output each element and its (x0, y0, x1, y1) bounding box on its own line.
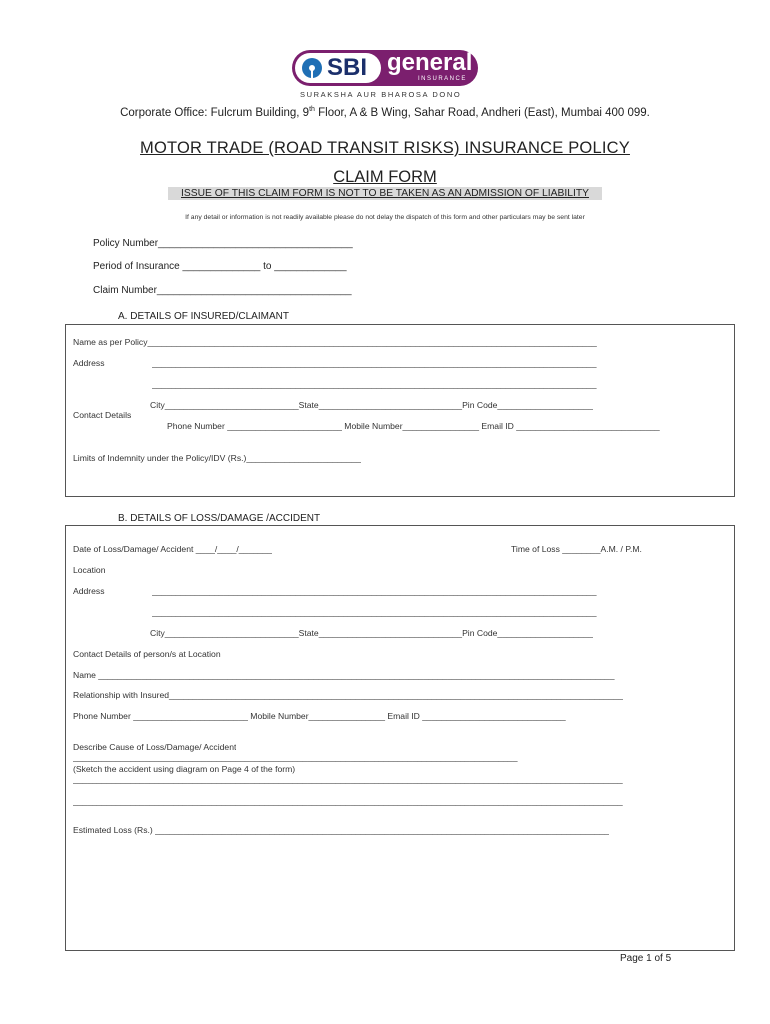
contact-persons-label: Contact Details of person/s at Location (73, 649, 221, 659)
policy-number-field[interactable]: Policy Number___________________________________ (93, 238, 353, 249)
loss-city-state-pin-field[interactable]: City____________________________State______________________________Pin Code____________________ (150, 628, 594, 638)
sbi-general-logo (290, 48, 480, 88)
contact-name-field[interactable]: Name ____________________________________________________________________________________________________________ (73, 670, 615, 680)
claim-number-field[interactable]: Claim Number___________________________________ (93, 285, 352, 296)
liability-disclaimer: ISSUE OF THIS CLAIM FORM IS NOT TO BE TAKEN AS AN ADMISSION OF LIABILITY (168, 187, 602, 200)
logo-sbi-text: SBI (327, 54, 368, 81)
city-state-pin-field[interactable]: City____________________________State______________________________Pin Code____________________ (150, 400, 594, 410)
dispatch-note: If any detail or information is not readily available please do not delay the dispatch of this form and other particulars may be sent later (185, 214, 585, 221)
time-of-loss-field[interactable]: Time of Loss ________A.M. / P.M. (511, 544, 642, 554)
section-a-heading: A. DETAILS OF INSURED/CLAIMANT (118, 311, 289, 322)
period-of-insurance-field[interactable]: Period of Insurance ______________ to _____________ (93, 261, 347, 272)
relationship-field[interactable]: Relationship with Insured_______________________________________________________________________________________________ (73, 690, 624, 700)
location-label: Location (73, 565, 106, 575)
address-line-1[interactable]: _____________________________________________________________________________________________ (152, 358, 597, 368)
cause-of-loss-line[interactable]: _____________________________________________________________________________________________ (73, 752, 518, 762)
logo-general-text: general (387, 49, 473, 76)
section-b-box (65, 525, 735, 951)
loss-address-line-1[interactable]: _____________________________________________________________________________________________ (152, 586, 597, 596)
phone-mobile-email-field[interactable]: Phone Number ________________________ Mobile Number________________ Email ID ______________________________ (167, 421, 660, 431)
section-b-heading: B. DETAILS OF LOSS/DAMAGE /ACCIDENT (118, 513, 321, 524)
date-of-loss-field[interactable]: Date of Loss/Damage/ Accident ____/____/_______ (73, 544, 273, 554)
form-subtitle: CLAIM FORM (333, 168, 437, 186)
corporate-office: Corporate Office: Fulcrum Building, 9th Floor, A & B Wing, Sahar Road, Andheri (East), Mumbai 400 099. (120, 106, 650, 119)
cause-blank-line-2[interactable]: ___________________________________________________________________________________________________________________ (73, 796, 623, 806)
logo-insurance-text: INSURANCE (418, 76, 467, 82)
contact-details-label: Contact Details (73, 410, 132, 420)
cause-of-loss-label: Describe Cause of Loss/Damage/ Accident (73, 742, 237, 752)
page-number: Page 1 of 5 (620, 953, 672, 964)
sketch-note: (Sketch the accident using diagram on Page 4 of the form) (73, 764, 296, 774)
limits-of-indemnity-field[interactable]: Limits of Indemnity under the Policy/IDV (Rs.)________________________ (73, 453, 362, 463)
loss-address-line-2[interactable]: _____________________________________________________________________________________________ (152, 607, 597, 617)
address-label: Address (73, 358, 105, 368)
section-a-box (65, 324, 735, 497)
name-as-per-policy-field[interactable]: Name as per Policy______________________________________________________________________________________________ (73, 337, 597, 347)
address-label: Address (73, 586, 105, 596)
cause-blank-line-1[interactable]: ___________________________________________________________________________________________________________________ (73, 774, 623, 784)
tagline: SURAKSHA AUR BHAROSA DONO (300, 90, 462, 99)
estimated-loss-field[interactable]: Estimated Loss (Rs.) _______________________________________________________________________________________________ (73, 825, 610, 835)
form-title: MOTOR TRADE (ROAD TRANSIT RISKS) INSURANCE POLICY (140, 139, 630, 157)
contact-phone-mobile-email-field[interactable]: Phone Number ________________________ Mobile Number________________ Email ID ______________________________ (73, 711, 566, 721)
address-line-2[interactable]: _____________________________________________________________________________________________ (152, 379, 597, 389)
